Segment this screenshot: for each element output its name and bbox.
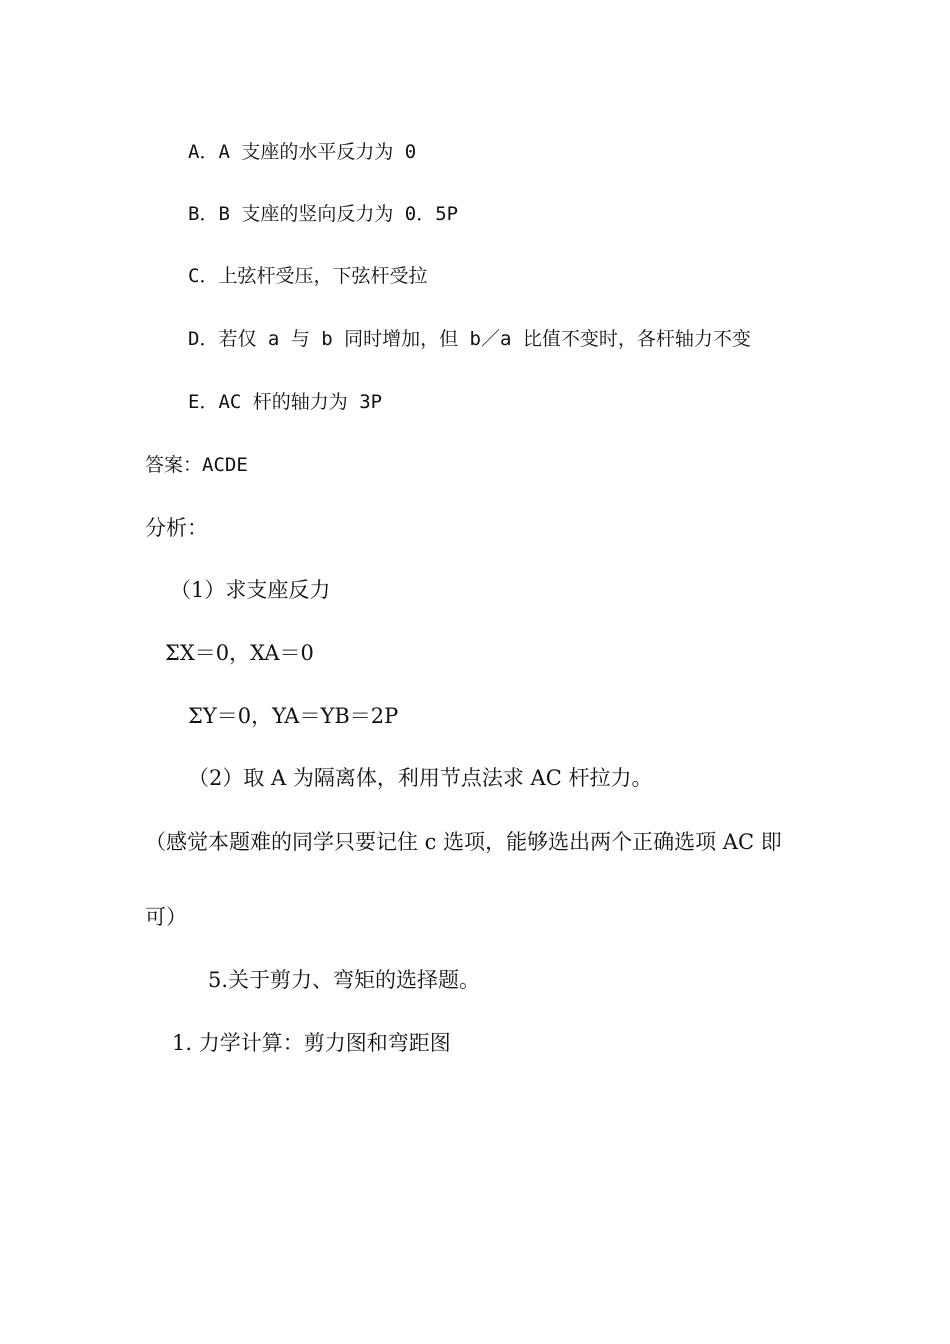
option-a: A．A 支座的水平反力为 0 — [188, 141, 417, 163]
list-item-1: 1. 力学计算：剪力图和弯距图 — [172, 1031, 451, 1055]
option-d: D．若仅 a 与 b 同时增加，但 b／a 比值不变时，各杆轴力不变 — [188, 328, 751, 350]
analysis-step-1: （1）求支座反力 — [170, 578, 331, 602]
equation-sum-y: ΣY＝0，YA＝YB＝2P — [188, 704, 399, 728]
equation-sum-x: ΣX＝0，XA＝0 — [165, 641, 314, 665]
option-e: E．AC 杆的轴力为 3P — [188, 391, 383, 413]
note-line-2: 可） — [145, 905, 187, 929]
option-c: C．上弦杆受压，下弦杆受拉 — [188, 265, 428, 287]
answer-text: 答案：ACDE — [145, 454, 248, 476]
analysis-step-2: （2）取 A 为隔离体，利用节点法求 AC 杆拉力。 — [188, 766, 653, 790]
analysis-label: 分析： — [145, 516, 208, 540]
option-b: B．B 支座的竖向反力为 0．5P — [188, 203, 459, 225]
section-title: 5.关于剪力、弯矩的选择题。 — [208, 968, 481, 992]
note-line-1: （感觉本题难的同学只要记住 c 选项，能够选出两个正确选项 AC 即 — [145, 830, 782, 854]
